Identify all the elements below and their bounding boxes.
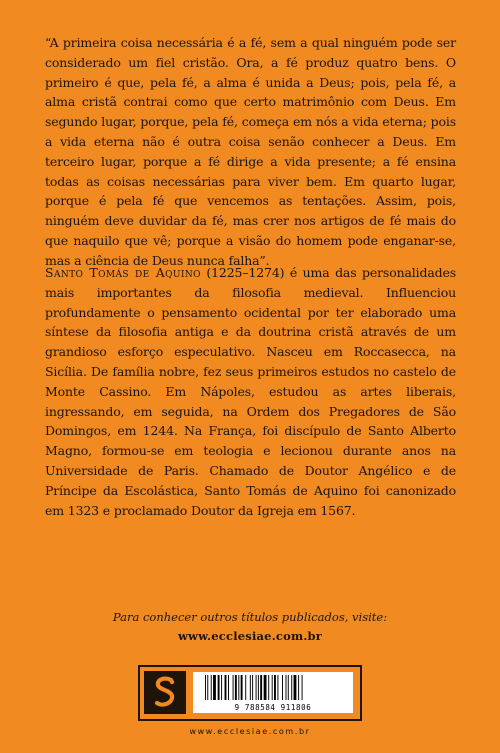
barcode-bar	[205, 675, 206, 700]
footer-url: www.ecclesiae.com.br	[189, 727, 311, 736]
barcode-bar	[225, 675, 227, 700]
barcode-bar	[260, 675, 262, 700]
barcode-bar	[272, 675, 273, 700]
barcode-bar	[264, 675, 267, 700]
barcode-bar	[282, 675, 283, 700]
barcode-bar	[221, 675, 222, 700]
barcode-bar	[302, 675, 303, 700]
barcode-bar	[211, 675, 212, 700]
promo-line: Para conhecer outros títulos publicados, visite:	[112, 610, 388, 624]
barcode-bar	[252, 675, 253, 700]
barcode-bar	[241, 675, 243, 700]
promo-url-link[interactable]: www.ecclesiae.com.br	[177, 629, 323, 643]
barcode-bar	[291, 675, 292, 700]
barcode-bar	[258, 675, 259, 700]
barcode-bar	[235, 675, 237, 700]
barcode-bar	[213, 675, 216, 700]
barcode-bar	[228, 675, 229, 700]
barcode-bar	[294, 675, 297, 700]
back-cover-quote: “A primeira coisa necessária é a fé, sem a qual ninguém pode ser considerado um fiel cristão. Ora, a fé produz quatro bens. O primeiro é que, pela fé, a alma é unida a Deus; pois, pela fé, a alma cristã contrai como que certo matrimônio com Deus. Em segundo lugar, porque, pela fé, começa em nós a vida eterna; pois a vida eterna não é outra coisa senão conhecer a Deus. Em terceiro lugar, porque a fé dirige a vida presente; a fé ensina todas as coisas necessárias para viver bem. Em quarto lugar, porque é pela fé que vencemos as tentações. Assim, pois, ninguém deve duvidar da fé, mas crer nos artigos de fé mais do que naquilo que vê; porque a visão do homem pode enganar-se, mas a ciência de Deus nunca falha”.	[45, 35, 456, 268]
barcode-bar	[207, 675, 208, 700]
barcode-bar	[238, 675, 239, 700]
barcode-bar	[277, 675, 278, 700]
barcode-bar	[298, 675, 299, 700]
biography-text: (1225–1274) é uma das personalidades mais importantes da filosofia medieval. Influenciou profundamente o pensamento ocidental por ter elaborado uma síntese da filosofia antiga e da doutrina cristã através de um grandioso esforço especulativo. Nasceu em Roccasecca, na Sicília. De família nobre, fez seus primeiros estudos no castelo de Monte Cassino. Em Nápoles, estudou as artes liberais, ingressando, em seguida, na Ordem dos Pregadores de São Domingos, em 1244. Na França, foi discípulo de Santo Alberto Magno, formou-se em teologia e lecionou durante anos na Universidade de Paris. Chamado de Doutor Angélico e de Príncipe da Escolástica, Santo Tomás de Aquino foi canonizado em 1323 e proclamado Doutor da Igreja em 1567.	[45, 265, 456, 518]
barcode-bar	[233, 675, 234, 700]
barcode-bar	[288, 675, 289, 700]
barcode-bar	[256, 675, 257, 700]
isbn-number: 9 788584 911806	[234, 703, 312, 712]
barcode-bar	[286, 675, 287, 700]
barcode-bar	[218, 675, 220, 700]
barcode-bar	[245, 675, 246, 700]
publisher-logo-icon	[144, 671, 186, 714]
barcode-bar	[250, 675, 251, 700]
publisher-box	[138, 665, 362, 721]
author-biography	[45, 263, 456, 520]
isbn-barcode	[193, 672, 353, 713]
barcode-bar	[268, 675, 269, 700]
author-name: Santo Tomás de Aquino	[45, 265, 201, 280]
barcode-bar	[274, 675, 276, 700]
